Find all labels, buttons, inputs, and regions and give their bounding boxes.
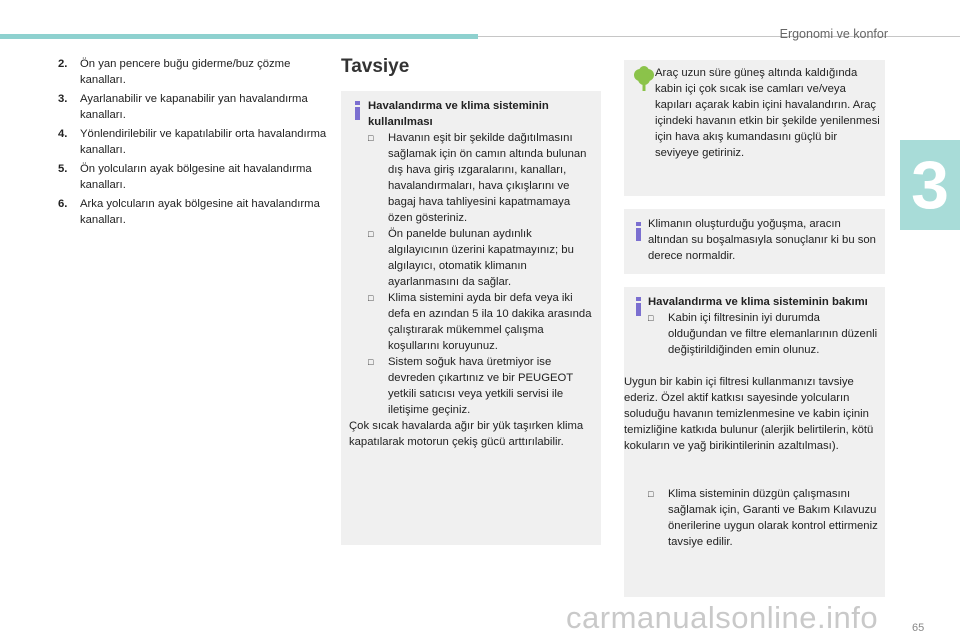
chapter-number: 3 — [911, 147, 949, 223]
info-icon — [636, 297, 642, 316]
site-watermark: carmanualsonline.info — [566, 600, 879, 635]
maintenance-bullet — [648, 310, 878, 358]
note-bullet-text: Havanın eşit bir şekilde dağıtılmasını sağlamak için ön camın altında bulunan dış hava giriş ızgaralarını, kanalları, havalandırmaları, hava çıkışlarını ve bagaj hava tahliyesini kapatmamaya özen gösteriniz. — [388, 132, 587, 224]
note-footer: Çok sıcak havalarda ağır bir yük taşırken klima kapatılarak motorun çekiş gücü arttırılabilir. — [349, 420, 584, 448]
note-bullet-text: Ön panelde bulunan aydınlık algılayıcının üzerini kapatmayınız; bu algılayıcı, otomatik klimanın ayarlanmasını da sağlar. — [388, 228, 574, 288]
list-item-text: Ayarlanabilir ve kapanabilir yan havalandırma kanalları. — [80, 93, 308, 121]
condensation-text: Klimanın oluşturduğu yoğuşma, aracın altından su boşalmasıyla sonuçlanır ki bu son derece normaldir. — [648, 218, 876, 262]
ac-usage-note — [341, 91, 601, 545]
note-bullet — [368, 354, 594, 418]
maintenance-note — [624, 287, 885, 597]
list-item-number: 4. — [58, 128, 68, 140]
note-bullet — [368, 226, 594, 290]
checkbox-bullet-icon: □ — [368, 229, 374, 239]
advice-heading: Tavsiye — [341, 56, 410, 77]
list-item-number: 6. — [58, 198, 68, 210]
vent-list — [58, 56, 328, 231]
checkbox-bullet-icon: □ — [368, 133, 374, 143]
checkbox-bullet-icon: □ — [368, 293, 374, 303]
page-number: 65 — [912, 622, 925, 634]
list-item — [58, 91, 328, 123]
note-bullet-text: Sistem soğuk hava üretmiyor ise devreden çıkartınız ve bir PEUGEOT yetkili satıcısı veya yetkili servisi ile iletişime geçiniz. — [388, 356, 574, 416]
info-icon — [355, 101, 361, 120]
maintenance-bullet-text: Klima sisteminin düzgün çalışmasını sağlamak için, Garanti ve Bakım Kılavuzu önerilerine uygun olarak kontrol ettirmeniz tavsiye edilir. — [668, 488, 878, 548]
list-item-number: 3. — [58, 93, 68, 105]
checkbox-bullet-icon: □ — [368, 357, 374, 367]
list-item-number: 2. — [58, 58, 68, 70]
note-bullet-text: Klima sistemini ayda bir defa veya iki defa en azından 5 ila 10 dakika arasında çalıştırarak mükemmel çalışma koşullarını koruyunuz. — [388, 292, 592, 352]
maintenance-bullet — [648, 486, 878, 550]
checkbox-bullet-icon: □ — [648, 489, 654, 499]
eco-ventilation-note — [624, 60, 885, 196]
maintenance-text: Uygun bir kabin içi filtresi kullanmanızı tavsiye ederiz. Özel aktif katkısı sayesinde yolcuların soluduğu havanın temizlenmesine ve kabin içinin temizliğine katkıda bulunur (alerjik belirtilerin, kötü kokuların ve yağ birikintilerinin azaltılması). — [624, 376, 874, 452]
eco-note-text: Araç uzun süre güneş altında kaldığında kabin içi çok sıcak ise camları ve/veya kapıları açarak kabin içini havalandırın. Araç içindeki havanın etkin bir şekilde yenilenmesi için hava akış kumandasını güçlü bir seviyeye getiriniz. — [655, 67, 880, 159]
eco-tree-icon — [632, 66, 656, 92]
list-item — [58, 126, 328, 158]
header-accent-bar — [0, 34, 478, 39]
checkbox-bullet-icon: □ — [648, 313, 654, 323]
note-bullet — [368, 130, 594, 226]
note-bullet — [368, 290, 594, 354]
list-item-text: Ön yolcuların ayak bölgesine ait havalandırma kanalları. — [80, 163, 312, 191]
maintenance-bullet-text: Kabin içi filtresinin iyi durumda olduğundan ve filtre elemanlarının düzenli değiştirildiğinden emin olunuz. — [668, 312, 878, 356]
info-icon — [636, 222, 642, 241]
maintenance-title: Havalandırma ve klima sisteminin bakımı — [648, 296, 868, 308]
list-item-number: 5. — [58, 163, 68, 175]
list-item — [58, 161, 328, 193]
note-title: Havalandırma ve klima sisteminin kullanılması — [368, 100, 549, 128]
condensation-note — [624, 209, 885, 274]
list-item-text: Ön yan pencere buğu giderme/buz çözme kanalları. — [80, 58, 291, 86]
section-title: Ergonomi ve konfor — [779, 27, 888, 41]
list-item-text: Yönlendirilebilir ve kapatılabilir orta havalandırma kanalları. — [80, 128, 327, 156]
list-item-text: Arka yolcuların ayak bölgesine ait havalandırma kanalları. — [80, 198, 320, 226]
list-item — [58, 56, 328, 88]
list-item — [58, 196, 328, 228]
